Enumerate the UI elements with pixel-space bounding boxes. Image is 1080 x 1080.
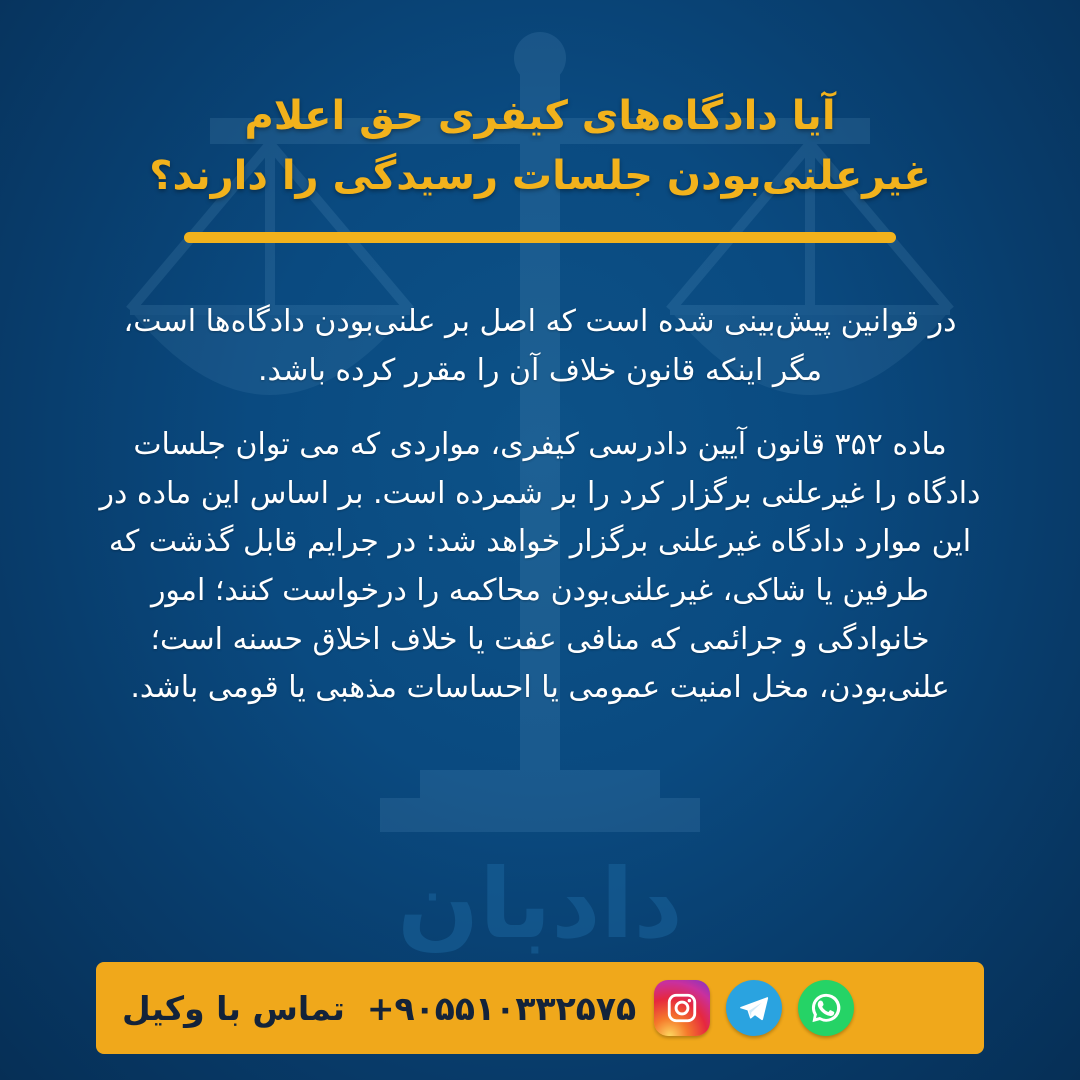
paragraph-2: ماده ۳۵۲ قانون آیین دادرسی کیفری، مواردی که می توان جلسات دادگاه را غیرعلنی برگزار کرد را بر شمرده است. بر اساس این ماده در این موارد دادگاه غیرعلنی برگزار خواهد شد: در جرایم قابل گذشت که طرفین یا شاکی، غیرعلنی‌بودن محاکمه را درخواست کنند؛ امور خانوادگی و جرائمی که منافی عفت یا خلاف اخلاق حسنه است؛ علنی‌بودن، مخل امنیت عمومی یا احساسات مذهبی یا قومی باشد. [99,427,981,706]
paragraph-1: در قوانین پیش‌بینی شده است که اصل بر علنی‌بودن دادگاه‌ها است، مگر اینکه قانون خلاف آن را مقرر کرده باشد. [123,304,957,388]
brand-watermark-text: دادبان [397,848,683,960]
body-text [96,298,984,713]
title-underline-divider [184,232,896,243]
contact-footer-bar [96,962,984,1054]
social-links [654,980,854,1036]
contact-label: تماس با وکیل [122,988,345,1028]
telegram-icon[interactable] [726,980,782,1036]
contact-phone-number[interactable]: +۹۰۵۵۱۰۳۳۲۵۷۵ [366,988,637,1028]
title-line-1: آیا دادگاه‌های کیفری حق اعلام [244,93,836,139]
title-line-2: غیرعلنی‌بودن جلسات رسیدگی را دارند؟ [149,153,931,199]
whatsapp-icon[interactable] [798,980,854,1036]
page-title [70,86,1010,243]
instagram-icon[interactable] [654,980,710,1036]
